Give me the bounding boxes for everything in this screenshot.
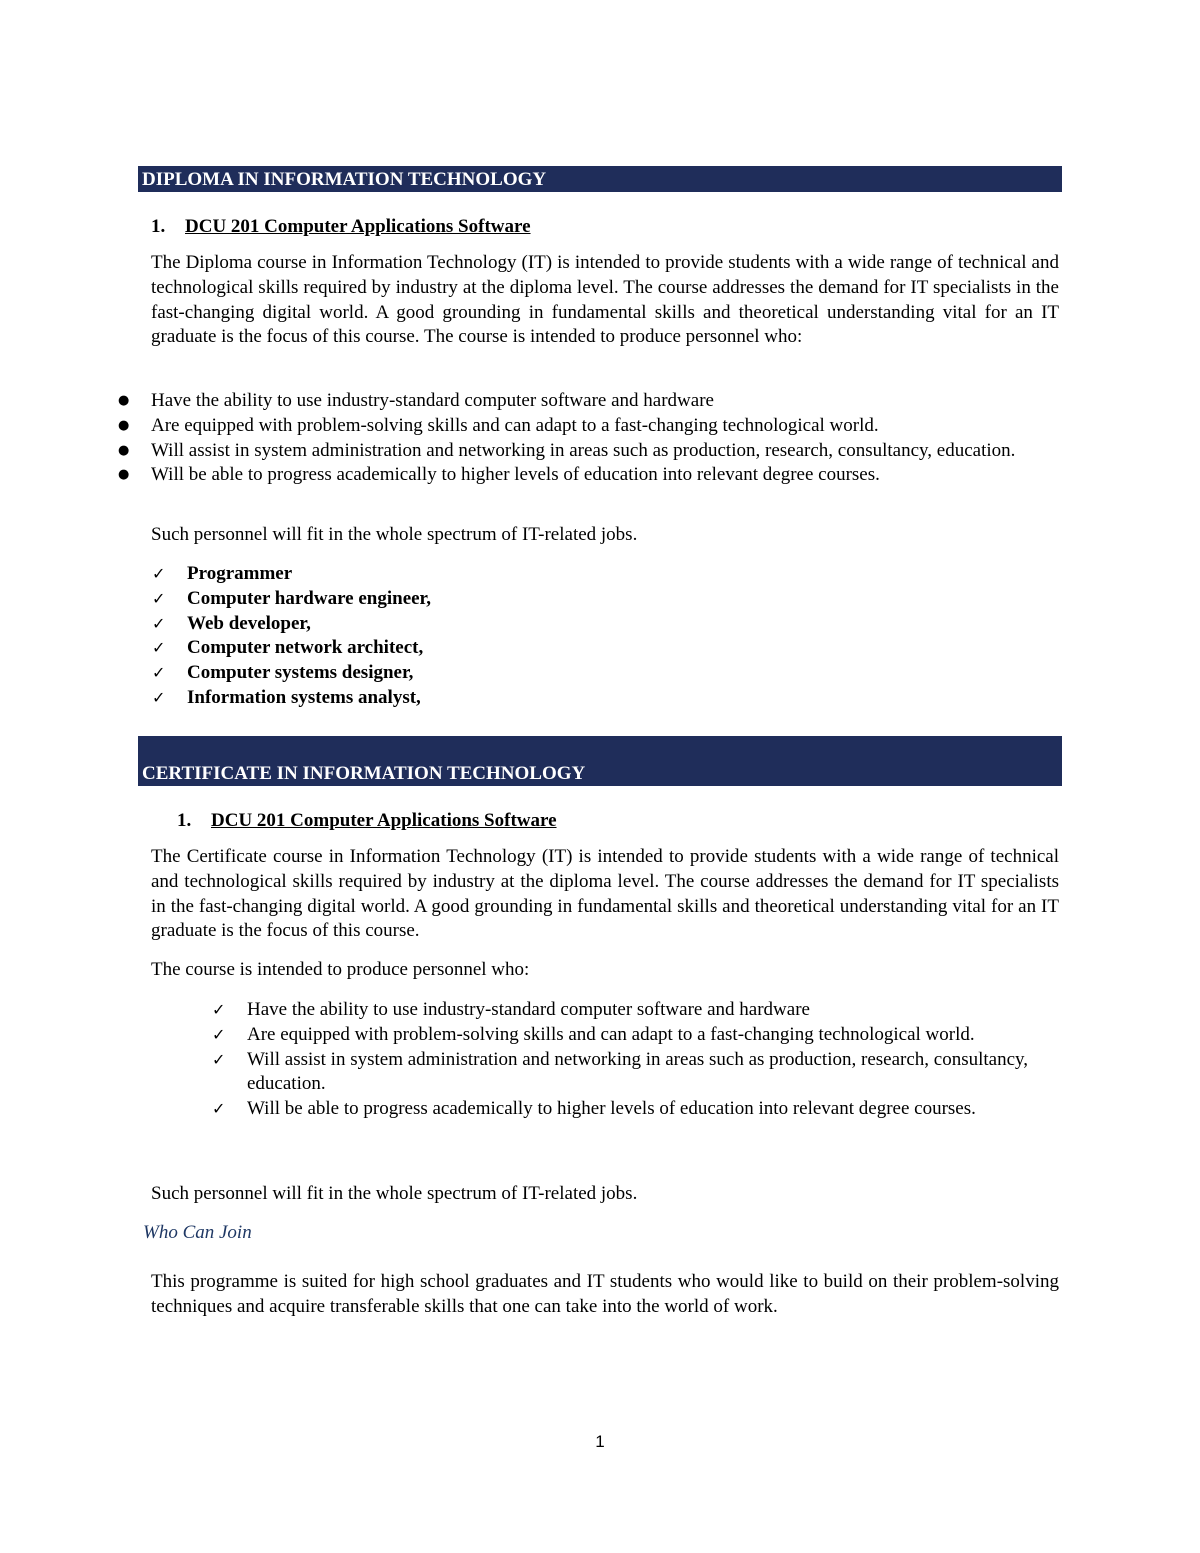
list-item: ✓ Computer network architect,: [187, 636, 787, 661]
checkmark-icon: ✓: [152, 613, 166, 633]
list-item: ✓ Will be able to progress academically to higher levels of education into relevant degree courses.: [247, 1097, 1037, 1122]
list-item: ● Are equipped with problem-solving skills and can adapt to a fast-changing technological world.: [151, 414, 1059, 439]
who-can-join-heading: Who Can Join: [143, 1222, 252, 1243]
heading-number: 1.: [177, 810, 192, 831]
checkmark-icon: ✓: [212, 1099, 226, 1119]
checkmark-icon: ✓: [152, 588, 166, 608]
page-number: 1: [595, 1432, 605, 1451]
certificate-intended-text: The course is intended to produce personnel who:: [151, 959, 530, 980]
list-item: ✓ Have the ability to use industry-standard computer software and hardware: [247, 998, 1037, 1023]
checkmark-icon: ✓: [152, 687, 166, 707]
checkmark-icon: ✓: [152, 564, 166, 583]
certificate-fit-text: Such personnel will fit in the whole spectrum of IT-related jobs.: [151, 1183, 638, 1204]
bullet-dot-icon: ●: [118, 442, 130, 458]
bullet-dot-icon: ●: [118, 417, 130, 433]
heading-text: DCU 201 Computer Applications Software: [211, 810, 557, 831]
bullet-dot-icon: ●: [118, 467, 130, 483]
checkmark-icon: ✓: [212, 1000, 226, 1019]
who-can-join-paragraph: This programme is suited for high school graduates and IT students who would like to build on their problem-solving techniques and acquire transferable skills that one can take into the world of work.: [151, 1271, 1059, 1317]
checkmark-icon: ✓: [152, 663, 166, 683]
list-item: ✓ Web developer,: [187, 612, 787, 637]
list-item: ✓ Information systems analyst,: [187, 686, 787, 711]
list-item: ● Will be able to progress academically to higher levels of education into relevant degree courses.: [151, 463, 1059, 488]
certificate-check-list: [212, 998, 1037, 1122]
list-item: ✓ Computer hardware engineer,: [187, 587, 787, 612]
list-item: ✓ Computer systems designer,: [187, 661, 787, 686]
certificate-intro-paragraph: The Certificate course in Information Technology (IT) is intended to provide students with a wide range of technical and technological skills required by industry at the diploma level. The course addresses the demand for IT specialists in the fast-changing digital world. A good grounding in fundamental skills and theoretical understanding vital for an IT graduate is the focus of this course.: [151, 846, 1059, 942]
diploma-bullet-list: [118, 389, 1059, 488]
heading-text: DCU 201 Computer Applications Software: [185, 216, 531, 237]
list-item: ● Have the ability to use industry-standard computer software and hardware: [151, 389, 1059, 414]
checkmark-icon: ✓: [212, 1049, 226, 1069]
diploma-intro-paragraph: The Diploma course in Information Technology (IT) is intended to provide students with a wide range of technical and technological skills required by industry at the diploma level. The course addresses the demand for IT specialists in the fast-changing digital world. A good grounding in fundamental skills and theoretical understanding vital for an IT graduate is the focus of this course. The course is intended to produce personnel who:: [151, 252, 1059, 348]
certificate-section-banner: CERTIFICATE IN INFORMATION TECHNOLOGY: [138, 736, 1062, 786]
diploma-fit-text: Such personnel will fit in the whole spectrum of IT-related jobs.: [151, 524, 638, 545]
diploma-section-banner: DIPLOMA IN INFORMATION TECHNOLOGY: [138, 166, 1062, 192]
heading-number: 1.: [151, 216, 166, 237]
list-item: ✓ Will assist in system administration and networking in areas such as production, research, consultancy, education.: [212, 1048, 1029, 1095]
checkmark-icon: ✓: [152, 638, 166, 658]
diploma-course-heading: [151, 216, 531, 238]
list-item: ✓ Programmer: [187, 562, 787, 587]
diploma-job-list: [152, 562, 787, 711]
checkmark-icon: ✓: [212, 1024, 226, 1044]
certificate-course-heading: [177, 810, 557, 832]
bullet-dot-icon: ●: [118, 393, 130, 408]
list-item: ✓ Are equipped with problem-solving skills and can adapt to a fast-changing technological world.: [247, 1023, 1037, 1048]
list-item: ● Will assist in system administration and networking in areas such as production, research, consultancy, education.: [151, 439, 1051, 464]
